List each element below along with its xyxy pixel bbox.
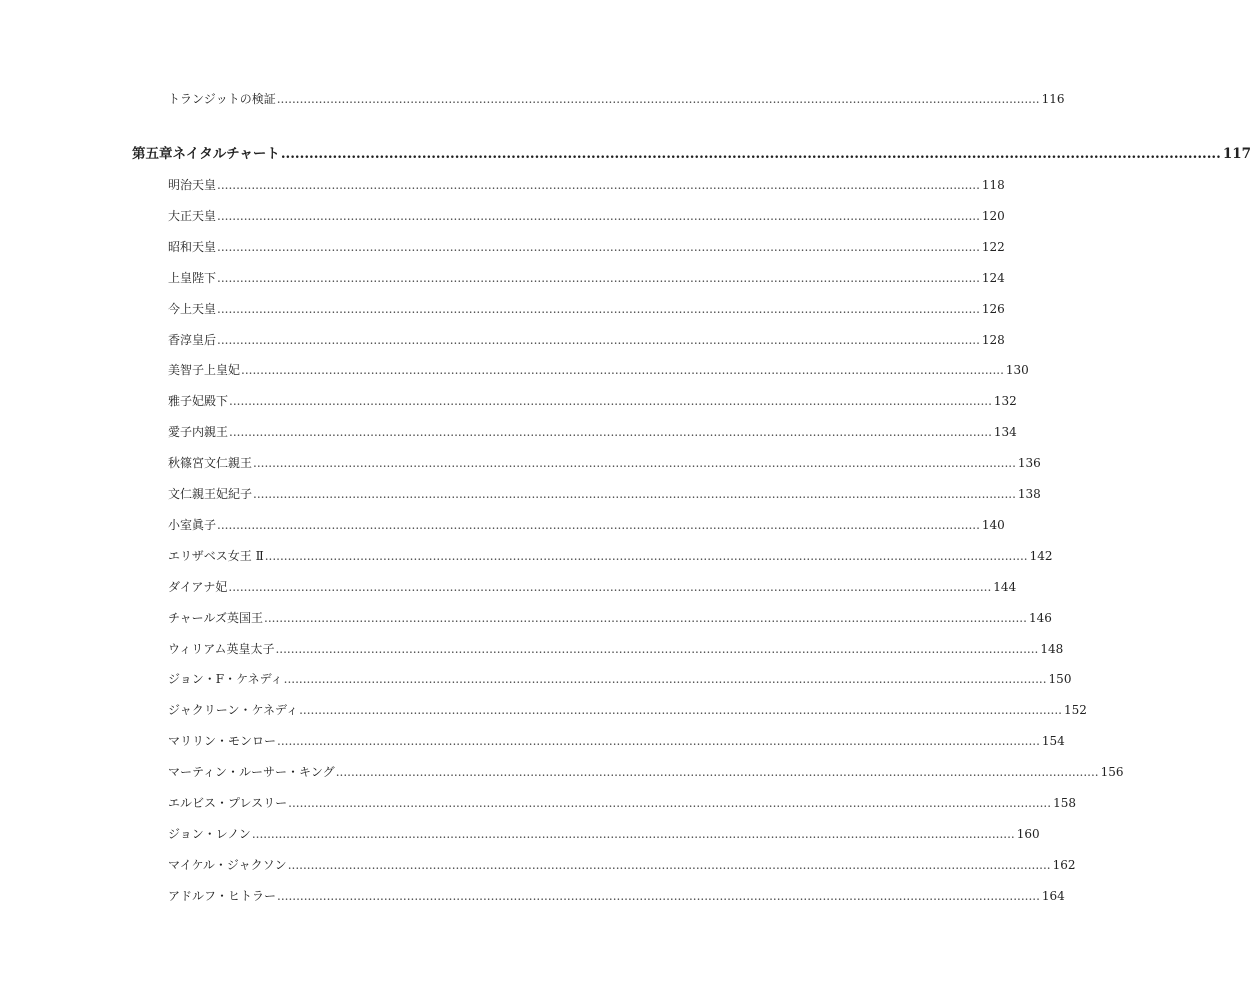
chapter-number: 第五章 xyxy=(132,146,173,162)
toc-entry[interactable] xyxy=(168,887,1065,904)
toc-entry[interactable] xyxy=(168,269,1005,286)
entry-title: ジョン・レノン xyxy=(168,826,251,841)
entry-page-number: 132 xyxy=(993,394,1017,409)
entry-title: 美智子上皇妃 xyxy=(168,363,241,378)
toc-entry[interactable] xyxy=(168,454,1041,471)
dot-leader: ........................................................................................................................................................................................................ xyxy=(253,456,1016,471)
toc-entry[interactable] xyxy=(168,176,1005,193)
entry-title: 雅子妃殿下 xyxy=(168,394,229,409)
toc-entry[interactable] xyxy=(168,856,1076,873)
toc-entry-transit[interactable] xyxy=(168,90,1065,107)
toc-entry[interactable] xyxy=(168,640,1064,657)
dot-leader: ........................................................................................................................................................................................................ xyxy=(283,672,1047,687)
entry-page-number: 156 xyxy=(1100,765,1124,780)
dot-leader: ........................................................................................................................................................................................................ xyxy=(217,301,980,316)
entry-page-number: 152 xyxy=(1063,703,1087,718)
entry-page-number: 140 xyxy=(981,517,1005,532)
toc-entry[interactable] xyxy=(168,732,1065,749)
dot-leader: ........................................................................................................................................................................................................ xyxy=(228,579,992,594)
toc-entry[interactable] xyxy=(168,670,1072,687)
dot-leader: ........................................................................................................................................................................................................ xyxy=(251,826,1015,841)
toc-entry[interactable] xyxy=(168,485,1041,502)
entry-page-number: 150 xyxy=(1048,672,1072,687)
dot-leader: ........................................................................................................................................................................................................ xyxy=(277,888,1040,903)
entry-page-number: 144 xyxy=(993,579,1017,594)
entry-title: マイケル・ジャクソン xyxy=(168,857,287,872)
entry-title: ダイアナ妃 xyxy=(168,579,228,594)
entry-title: 小室眞子 xyxy=(168,517,217,532)
entry-page-number: 116 xyxy=(1041,92,1065,106)
chapter-heading[interactable] xyxy=(132,142,1251,162)
entry-title: ジャクリーン・ケネディ xyxy=(168,703,299,718)
entry-title: 上皇陛下 xyxy=(168,270,217,285)
entry-title: チャールズ英国王 xyxy=(168,610,264,625)
dot-leader: ........................................................................................................................................................................................................ xyxy=(217,270,980,285)
toc-entry[interactable] xyxy=(168,516,1005,533)
dot-leader: ........................................................................................................................................................................................................ xyxy=(275,641,1039,656)
entry-title: 大正天皇 xyxy=(168,208,217,223)
entry-page-number: 160 xyxy=(1016,826,1040,841)
dot-leader: ........................................................................................................................................................................................................ xyxy=(287,857,1051,872)
toc-entry[interactable] xyxy=(168,423,1017,440)
dot-leader: ........................................................................................................................................................................................................ xyxy=(280,146,1221,162)
entry-page-number: 158 xyxy=(1053,796,1076,810)
dot-leader: ........................................................................................................................................................................................................ xyxy=(253,487,1016,501)
toc-entry[interactable] xyxy=(168,763,1124,780)
entry-page-number: 148 xyxy=(1040,641,1064,656)
entry-title: ウィリアム英皇太子 xyxy=(168,641,275,656)
toc-entry[interactable] xyxy=(168,392,1017,409)
toc-entry[interactable] xyxy=(168,300,1005,317)
entry-title: エリザベス女王 Ⅱ xyxy=(168,548,264,563)
entry-title: アドルフ・ヒトラー xyxy=(168,888,277,903)
entry-page-number: 142 xyxy=(1029,548,1053,563)
toc-entry[interactable] xyxy=(168,547,1053,564)
entry-title: 愛子内親王 xyxy=(168,425,229,440)
entry-page-number: 128 xyxy=(981,332,1005,347)
dot-leader: ........................................................................................................................................................................................................ xyxy=(229,425,992,440)
dot-leader: ........................................................................................................................................................................................................ xyxy=(276,92,1040,106)
dot-leader: ........................................................................................................................................................................................................ xyxy=(288,796,1052,810)
toc-entry[interactable] xyxy=(168,361,1029,378)
toc-entry[interactable] xyxy=(168,609,1052,626)
dot-leader: ........................................................................................................................................................................................................ xyxy=(299,703,1062,718)
chapter-page-number: 117 xyxy=(1222,146,1251,162)
entry-page-number: 122 xyxy=(981,239,1005,254)
entry-page-number: 134 xyxy=(993,425,1017,440)
dot-leader: ........................................................................................................................................................................................................ xyxy=(335,765,1099,780)
entry-page-number: 138 xyxy=(1017,487,1041,501)
dot-leader: ........................................................................................................................................................................................................ xyxy=(217,178,980,192)
toc-entry[interactable] xyxy=(168,207,1005,224)
entry-title: 今上天皇 xyxy=(168,301,217,316)
dot-leader: ........................................................................................................................................................................................................ xyxy=(264,548,1028,563)
toc-entry[interactable] xyxy=(168,701,1087,718)
dot-leader: ........................................................................................................................................................................................................ xyxy=(241,363,1004,378)
entry-page-number: 118 xyxy=(981,178,1005,192)
dot-leader: ........................................................................................................................................................................................................ xyxy=(217,239,980,254)
entry-page-number: 164 xyxy=(1041,888,1065,903)
toc-entry[interactable] xyxy=(168,578,1017,595)
entry-title: 香淳皇后 xyxy=(168,332,217,347)
entry-title: マリリン・モンロー xyxy=(168,734,277,749)
dot-leader: ........................................................................................................................................................................................................ xyxy=(217,208,980,223)
entry-page-number: 136 xyxy=(1017,456,1041,471)
toc-entry[interactable] xyxy=(168,825,1040,842)
dot-leader: ........................................................................................................................................................................................................ xyxy=(217,517,980,532)
entry-title: 文仁親王妃紀子 xyxy=(168,487,253,501)
toc-entry[interactable] xyxy=(168,794,1076,811)
dot-leader: ........................................................................................................................................................................................................ xyxy=(277,734,1040,749)
entry-page-number: 154 xyxy=(1041,734,1065,749)
entry-page-number: 120 xyxy=(981,208,1005,223)
dot-leader: ........................................................................................................................................................................................................ xyxy=(217,332,980,347)
chapter-title: ネイタルチャート xyxy=(172,146,280,162)
entry-page-number: 126 xyxy=(981,301,1005,316)
dot-leader: ........................................................................................................................................................................................................ xyxy=(229,394,992,409)
entry-title: トランジットの検証 xyxy=(168,92,276,106)
toc-entry[interactable] xyxy=(168,238,1005,255)
toc-entry[interactable] xyxy=(168,331,1005,348)
entry-page-number: 124 xyxy=(981,270,1005,285)
entry-title: マーティン・ルーサー・キング xyxy=(168,765,335,780)
entry-title: エルビス・プレスリー xyxy=(168,796,288,810)
entry-page-number: 146 xyxy=(1028,610,1052,625)
dot-leader: ........................................................................................................................................................................................................ xyxy=(264,610,1027,625)
entry-page-number: 162 xyxy=(1052,857,1076,872)
entry-title: ジョン・F・ケネディ xyxy=(168,672,283,687)
entry-page-number: 130 xyxy=(1005,363,1029,378)
entry-title: 秋篠宮文仁親王 xyxy=(168,456,253,471)
entry-title: 明治天皇 xyxy=(168,178,217,192)
entry-title: 昭和天皇 xyxy=(168,239,217,254)
